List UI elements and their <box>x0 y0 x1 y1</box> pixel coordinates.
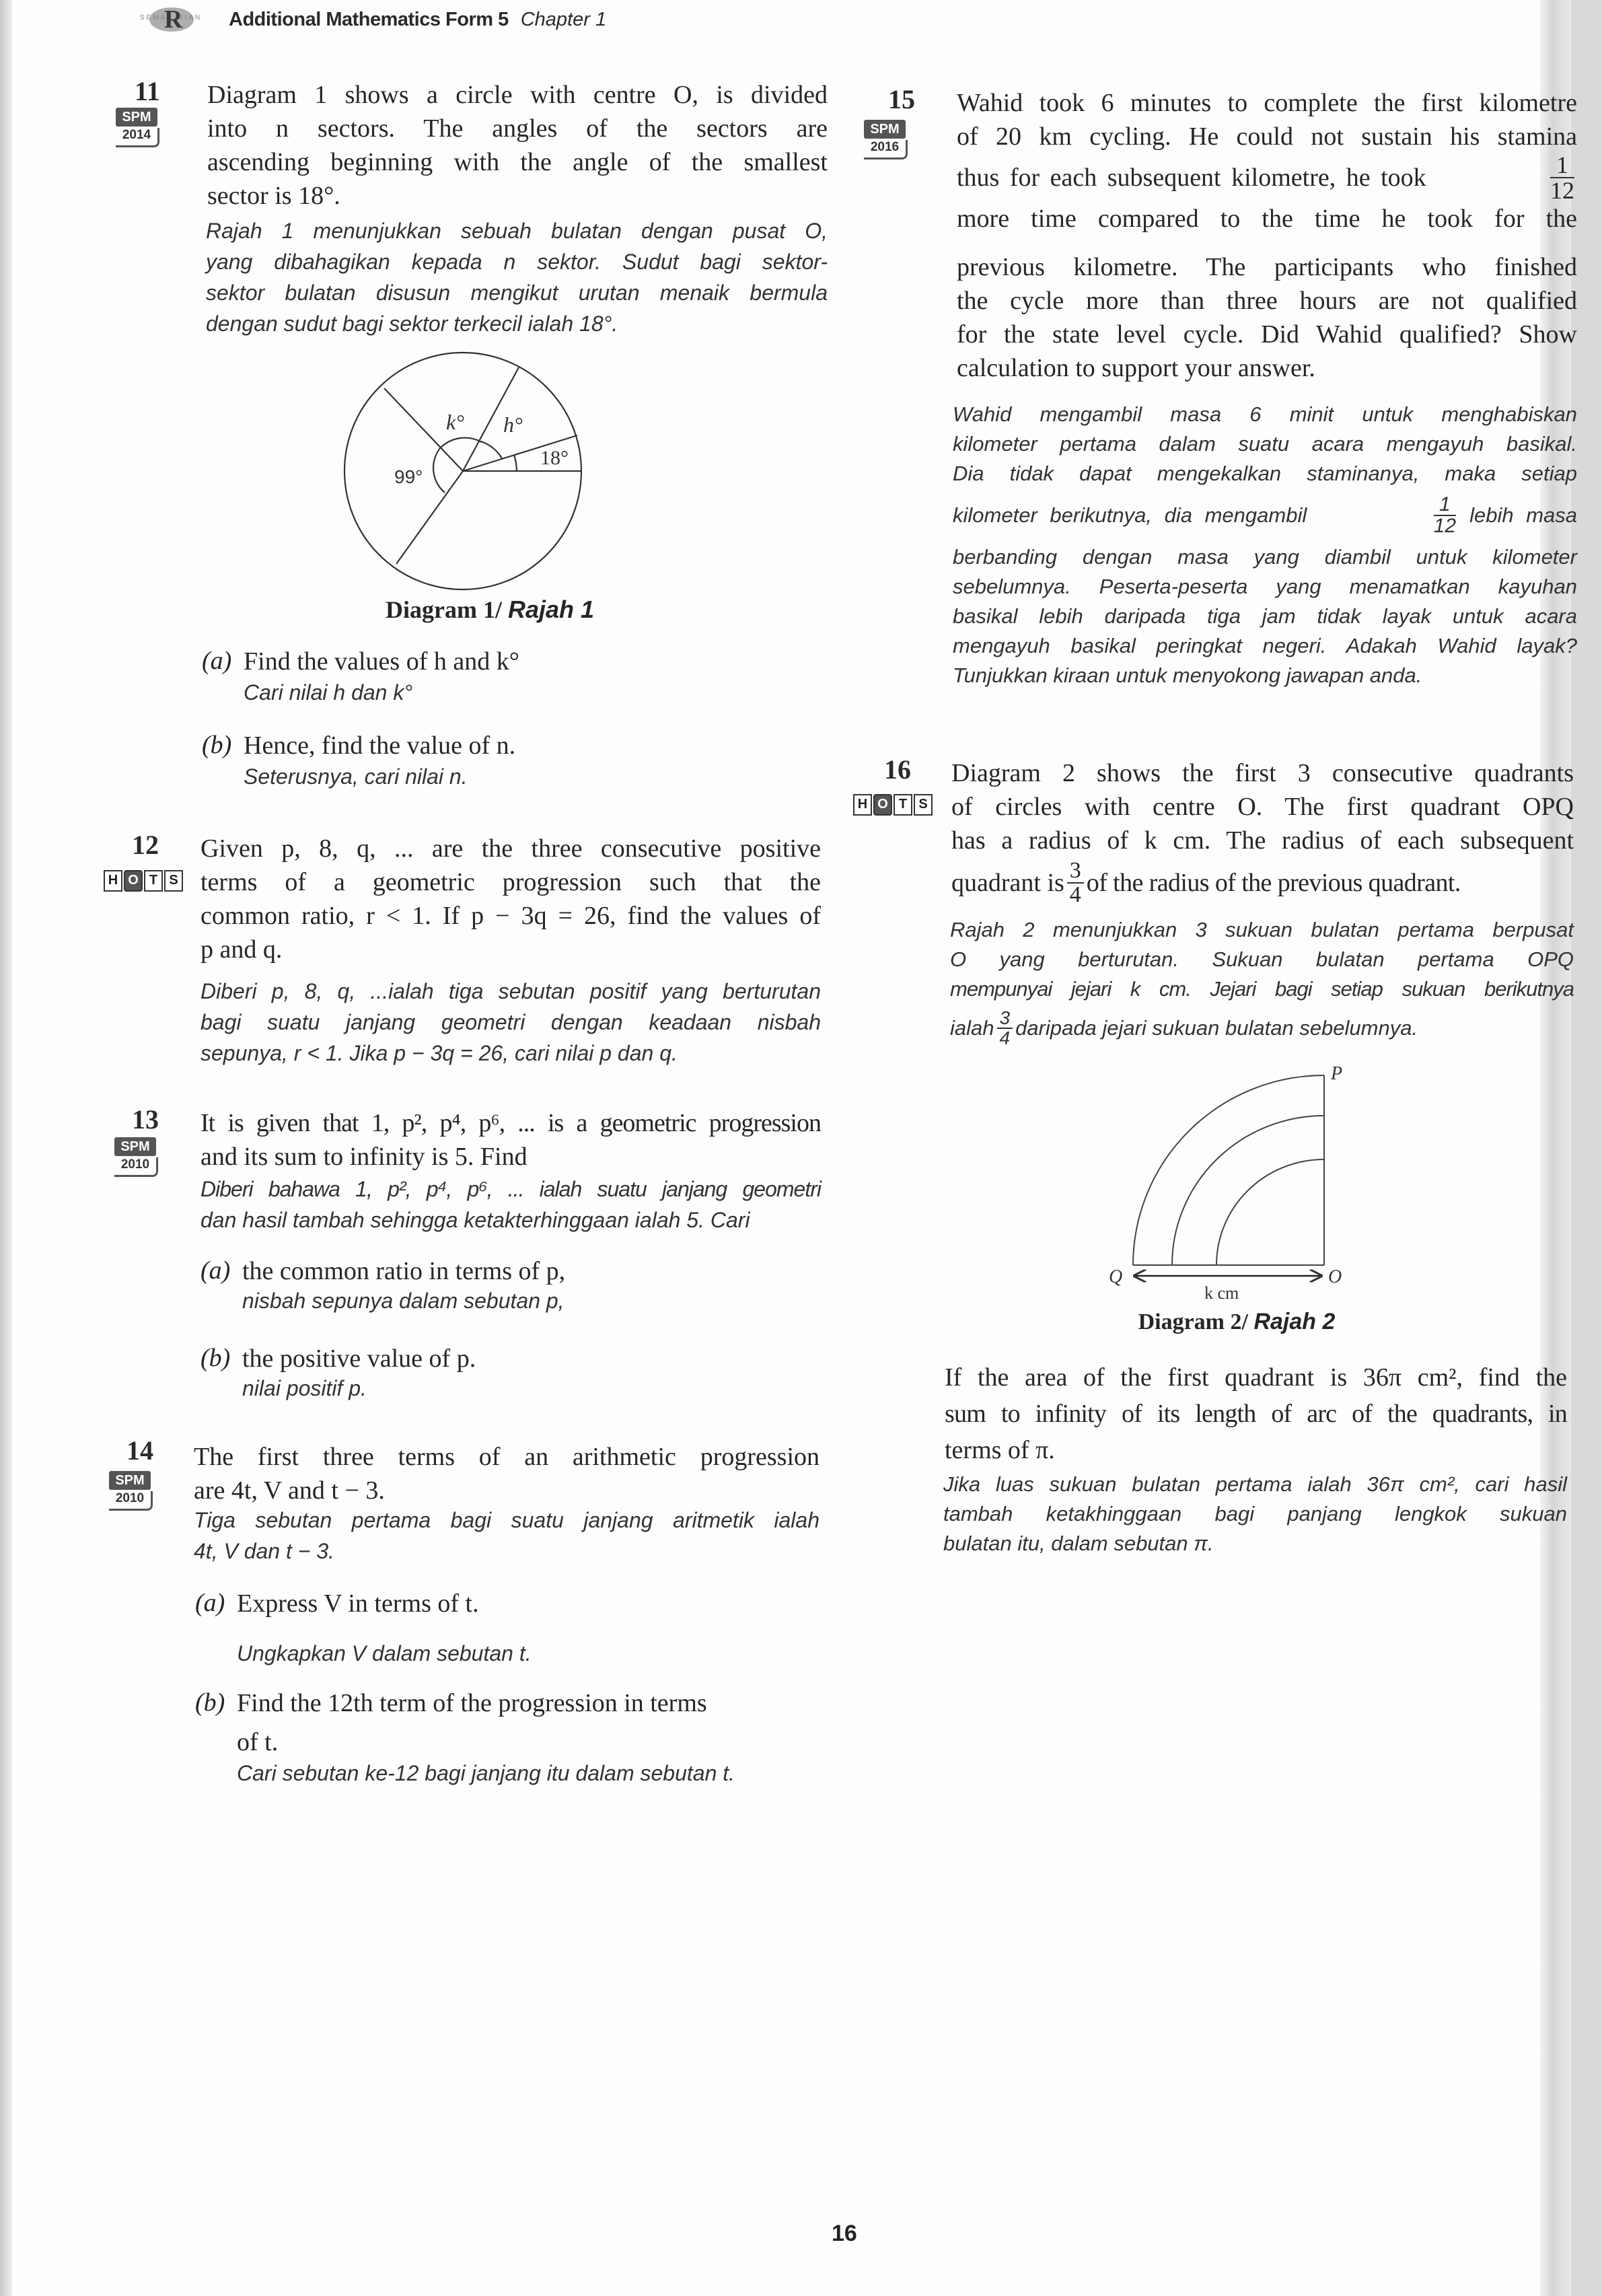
question-number: 13 <box>132 1104 159 1135</box>
hots-badge: H O T S <box>104 870 183 892</box>
diagram-2-caption: Diagram 2/ Rajah 2 <box>1138 1309 1336 1334</box>
question-number: 15 <box>888 84 915 114</box>
question-text-en: Diagram 2 shows the first 3 consecutive quadrants of circles with centre O. The first quadrant OPQ has a radius of k cm. The radius of each subsequent quadrant is $\frac{3}{4}$ of the radius of the previous quadrant. <box>951 759 1574 907</box>
textbook-page: SEMAR RIAN R Additional Mathematics Form 5 Chapter 1 11 SPM 2014 Diagram 1 shows a circle with centre O, is divided into n sectors. The angles of the sectors are ascending beginning with the angle of the smallest sector is 18°. Rajah 1 menunjukkan sebuah bulatan dengan pusat O, yang dibahagikan kepada n sektor. Sudut bagi sektor- sektor bulatan disusun mengikut urutan menaik bermula dengan sudut bagi sektor terkecil ialah 18°. k° h° 18° 99° Diagram 1/ Rajah 1 (a) Find the values of h and k° Cari nilai h dan k° (b) Hence, find the value of n. Seterusnya, cari nilai n. 12 H O T S Given p, 8, q, ... are the three consecutive positive terms of a geometric progression such that the common ratio, r < 1. If p − 3q = 26, find the values of p and q. Diberi p, 8, q, ...ialah tiga sebutan positif yang berturutan bagi suatu janjang geometri dengan keadaan nisbah sepunya, r < 1. Jika p − 3q = 26, cari nilai p dan q. 13 SPM 2010 It is given that 1, p², p⁴, p⁶, ... is a geometric progression and its sum to infinity is 5. Find Diberi bahawa 1, p², p⁴, p⁶, ... ialah suatu janjang geometri dan hasil tambah sehingga ketakterhinggaan ialah 5. Cari (a) the common ratio in terms of p, nisbah sepunya dalam sebutan p, (b) the positive value of p. nilai positif p. 14 SPM 2010 The first three terms of an arithmetic progression are 4t, V and t − 3. Tiga sebutan pertama bagi suatu janjang aritmetik ialah 4t, V dan t − 3. (a) Express V in terms of t. Ungkapkan V dalam sebutan t. (b) Find the 12th term of the progression in terms of t. Cari sebutan ke-12 bagi janjang itu dalam sebutan t. 15 SPM 2016 Wahid took 6 minutes to complete the first kilometre of 20 km cycling. He could not sustain his stamina thus for each subsequent kilometre, he took $\frac{1}{12}$ more time compared to the time he took for the previous kilometre. The participants who finished the cycle more than three hours are not qualified for the state level cycle. Did Wahid qualified? Show calculation to support your answer. Wahid mengambil masa 6 minit untuk menghabiskan kilometer pertama dalam suatu acara mengayuh basikal. Dia tidak dapat mengekalkan staminanya, maka setiap kilometer berikutnya, dia mengambil $\frac{1}{12}$ lebih masa berbanding dengan masa yang diambil untuk kilometer sebelumnya. Peserta-peserta yang menamatkan kayuhan basikal lebih daripada tiga jam tidak layak untuk acara mengayuh basikal peringkat negeri. Adakah Wahid layak? Tunjukkan kiraan untuk menyokong jawapan anda. 16 H O T S Diagram 2 shows the first 3 consecutive quadrants of circles with centre O. The first quadrant OPQ has a radius of k cm. The radius of each subsequent quadrant is $\frac{3}{4}$ of the radius of the previous quadrant. Rajah 2 menunjukkan 3 sukuan bulatan pertama berpusat O yang berturutan. Sukuan bulatan pertama OPQ mempunyai jejari k cm. Jejari bagi setiap sukuan berikutnya ialah $\frac{3}{4}$ daripada jejari sukuan bulatan sebelumnya. P Q O k cm Diagram 2/ Rajah 2 If the area of the first quadrant is 36π cm², find the sum to infinity of its length of arc of the quadrants, in terms of π. Jika luas sukuan bulatan pertama ialah 36π cm², cari hasil tambah ketakhinggaan bagi panjang lengkok sukuan bulatan itu, dalam sebutan π. 16 <box>12 0 1571 2296</box>
question-text-en: It is given that 1, p², p⁴, p⁶, ... is a geometric progression and its sum to infinity is 5. Find <box>201 1109 821 1171</box>
page-header <box>140 3 606 36</box>
question-text-ms: Tiga sebutan pertama bagi suatu janjang aritmetik ialah 4t, V dan t − 3. <box>194 1508 820 1563</box>
diagram-2-quadrants <box>1089 1050 1371 1312</box>
question-number: 12 <box>132 830 159 860</box>
question-text-ms: Rajah 1 menunjukkan sebuah bulatan dengan pusat O, yang dibahagikan kepada n sektor. Sudut bagi sektor- sektor bulatan disusun mengikut urutan menaik bermula dengan sudut bagi sektor terkecil ialah 18°. <box>206 219 828 336</box>
question-text-en: The first three terms of an arithmetic progression are 4t, V and t − 3. <box>194 1443 820 1505</box>
question-text-ms: Diberi bahawa 1, p², p⁴, p⁶, ... ialah suatu janjang geometri dan hasil tambah sehingga ketakterhinggaan ialah 5. Cari <box>201 1177 821 1232</box>
fraction-three-quarters: $\frac{3}{4}$ <box>1067 859 1084 906</box>
follow-up-text-ms: Jika luas sukuan bulatan pertama ialah 36π cm², cari hasil tambah ketakhinggaan bagi panjang lengkok sukuan bulatan itu, dalam sebutan π. <box>943 1472 1567 1555</box>
question-text-ms: Diberi p, 8, q, ...ialah tiga sebutan positif yang berturutan bagi suatu janjang geometri dengan keadaan nisbah sepunya, r < 1. Jika p − 3q = 26, cari nilai p dan q. <box>201 979 821 1065</box>
fraction-three-quarters: $\frac{3}{4}$ <box>997 1009 1013 1048</box>
hots-badge: H O T S <box>853 794 933 816</box>
chapter-label: Chapter 1 <box>520 8 607 30</box>
angle-label-99: 99° <box>394 466 423 487</box>
question-text-ms: Rajah 2 menunjukkan 3 sukuan bulatan pertama berpusat O yang berturutan. Sukuan bulatan pertama OPQ mempunyai jejari k cm. Jejari bagi setiap sukuan berikutnya ialah $\frac{3}{4}$ daripada jejari sukuan bulatan sebelumnya. <box>950 918 1574 1048</box>
question-text-en: Wahid took 6 minutes to complete the first kilometre of 20 km cycling. He could not sustain his stamina thus for each subsequent kilometre, he took $\frac{1}{12}$ more time compared to the time he took for the previous kilometre. The participants who finished the cycle more than three hours are not qualified for the state level cycle. Did Wahid qualified? Show calculation to support your answer. <box>957 89 1577 382</box>
question-text-en: Given p, 8, q, ... are the three consecutive positive terms of a geometric progression such that the common ratio, r < 1. If p − 3q = 26, find the values of p and q. <box>201 834 821 964</box>
book-title: Additional Mathematics Form 5 <box>229 8 509 30</box>
length-label: k cm <box>1204 1283 1239 1303</box>
spm-badge: SPM 2010 <box>106 1471 156 1514</box>
question-number: 16 <box>884 754 911 785</box>
point-label-O: O <box>1328 1266 1342 1287</box>
angle-label-18: 18° <box>540 447 569 469</box>
fraction-one-twelfth: $\frac{1}{12}$ <box>1550 151 1574 204</box>
question-text-en: Diagram 1 shows a circle with centre O, is divided into n sectors. The angles of the sectors are ascending beginning with the angle of the smallest sector is 18°. <box>207 81 828 210</box>
follow-up-text-en: If the area of the first quadrant is 36π cm², find the sum to infinity of its length of arc of the quadrants, in terms of π. <box>945 1363 1567 1464</box>
angle-label-k: k° <box>446 410 464 434</box>
question-number: 11 <box>135 76 160 106</box>
publisher-logo-icon: SEMAR RIAN R <box>140 5 203 34</box>
point-label-P: P <box>1331 1063 1343 1084</box>
diagram-1-circle-sectors <box>322 350 604 606</box>
diagram-1-caption: Diagram 1/ Rajah 1 <box>385 596 595 623</box>
spm-badge: SPM 2014 <box>113 108 163 151</box>
question-number: 14 <box>126 1435 153 1466</box>
spm-badge: SPM 2016 <box>861 120 911 163</box>
page-number: 16 <box>832 2221 857 2246</box>
angle-label-h: h° <box>503 412 523 437</box>
spm-badge: SPM 2010 <box>112 1137 161 1180</box>
fraction-one-twelfth: $\frac{1}{12}$ <box>1433 493 1457 537</box>
question-text-ms: Wahid mengambil masa 6 minit untuk menghabiskan kilometer pertama dalam suatu acara mengayuh basikal. Dia tidak dapat mengekalkan staminanya, maka setiap kilometer berikutnya, dia mengambil $\frac{1}{12}$ lebih masa berbanding dengan masa yang diambil untuk kilometer sebelumnya. Peserta-peserta yang menamatkan kayuhan basikal lebih daripada tiga jam tidak layak untuk acara mengayuh basikal peringkat negeri. Adakah Wahid layak? Tunjukkan kiraan untuk menyokong jawapan anda. <box>953 402 1577 687</box>
point-label-Q: Q <box>1109 1266 1123 1287</box>
